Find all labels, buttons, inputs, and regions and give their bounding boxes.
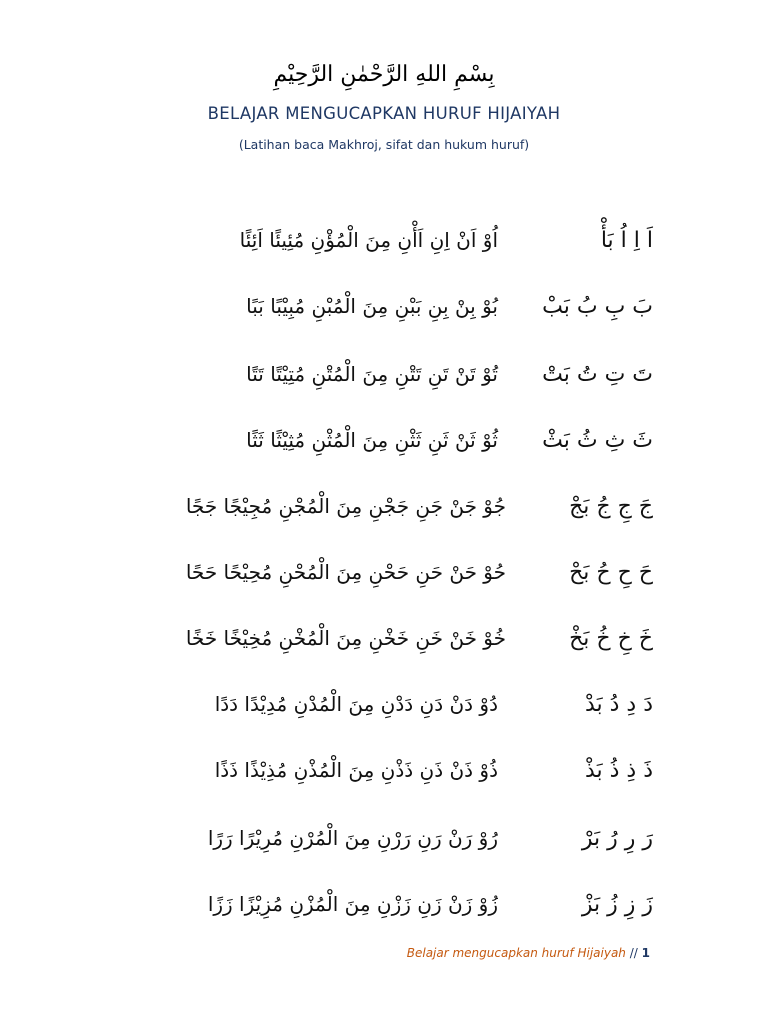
row-letters: رَ رِ رُ بَرْ	[581, 826, 653, 851]
row-words: زُوْ زَنْ زَنِ زَزْنِ مِنَ الْمُزْنِ مُزِيْزًا زَزًا	[207, 892, 498, 916]
practice-row	[0, 692, 768, 732]
row-letters: حَ حِ حُ بَحْ	[569, 560, 653, 585]
practice-row	[0, 560, 768, 600]
row-words: ذُوْ ذَنْ ذَنِ ذَذْنِ مِنَ الْمُذْنِ مُذِيْذًا ذَذًا	[214, 758, 498, 782]
practice-row	[0, 228, 768, 268]
row-words: جُوْ جَنْ جَنِ جَجْنِ مِنَ الْمُجْنِ مُجِيْجًا جَجًا	[185, 494, 506, 518]
practice-row	[0, 494, 768, 534]
row-words: تُوْ تَنْ تَنِ تَتْنِ مِنَ الْمُتْنِ مُتِيْتًا تَتًا	[246, 362, 498, 386]
row-words: رُوْ رَنْ رَنِ رَرْنِ مِنَ الْمُرْنِ مُرِيْرًا رَرًا	[207, 826, 498, 850]
basmala-calligraphy: بِسْمِ اللهِ الرَّحْمٰنِ الرَّحِيْمِ	[273, 62, 495, 87]
row-words: ثُوْ ثَنْ ثَنِ ثَثْنِ مِنَ الْمُثْنِ مُثِيْثًا ثَثًا	[246, 428, 498, 452]
row-letters: تَ تِ تُ بَتْ	[542, 362, 653, 387]
page-number: 1	[641, 946, 650, 960]
footer-text: Belajar mengucapkan huruf Hijaiyah	[406, 946, 626, 960]
row-letters: ذَ ذِ ذُ بَذْ	[584, 758, 653, 783]
page-title: BELAJAR MENGUCAPKAN HURUF HIJAIYAH	[207, 104, 561, 123]
row-words: خُوْ خَنْ خَنِ خَخْنِ مِنَ الْمُخْنِ مُخِيْخًا خَخًا	[185, 626, 506, 650]
practice-row	[0, 826, 768, 866]
row-letters: ثَ ثِ ثُ بَثْ	[542, 428, 653, 453]
practice-row	[0, 892, 768, 932]
practice-row	[0, 428, 768, 468]
row-words: اُوْ اَنْ اِنِ اَأْنِ مِنَ الْمُؤْنِ مُئِيئًا اَئِئًا	[239, 228, 498, 252]
practice-row	[0, 294, 768, 334]
row-letters: جَ جِ جُ بَجْ	[569, 494, 653, 519]
footer-separator: //	[625, 946, 642, 960]
row-letters: اَ اِ اُ بَأْ	[600, 228, 653, 253]
row-words: بُوْ بِنْ بِنِ بَبْنِ مِنَ الْمُبْنِ مُبِيْبًا بَبًا	[246, 294, 498, 318]
row-words: حُوْ حَنْ حَنِ حَحْنِ مِنَ الْمُحْنِ مُحِيْحًا حَحًا	[185, 560, 506, 584]
practice-row	[0, 758, 768, 798]
row-letters: بَ بِ بُ بَبْ	[542, 294, 653, 319]
row-letters: زَ زِ زُ بَزْ	[581, 892, 653, 917]
row-letters: خَ خِ خُ بَخْ	[569, 626, 653, 651]
page-footer	[407, 946, 650, 960]
row-letters: دَ دِ دُ بَدْ	[584, 692, 653, 717]
practice-row	[0, 626, 768, 666]
page-subtitle: (Latihan baca Makhroj, sifat dan hukum huruf)	[238, 137, 530, 152]
practice-row	[0, 362, 768, 402]
row-words: دُوْ دَنْ دَنِ دَدْنِ مِنَ الْمُدْنِ مُدِيْدًا دَدًا	[214, 692, 498, 716]
